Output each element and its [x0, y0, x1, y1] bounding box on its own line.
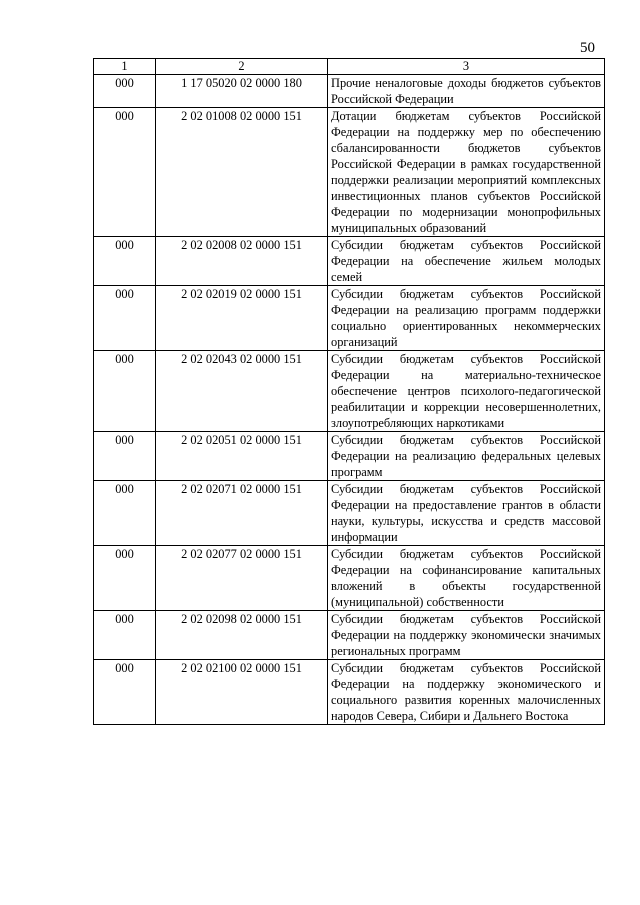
- budget-code-cell: 2 02 02043 02 0000 151: [156, 351, 328, 432]
- column-header-2: 2: [156, 59, 328, 75]
- admin-code-cell: 000: [94, 108, 156, 237]
- table-row: [94, 286, 605, 351]
- budget-code-cell: 2 02 02098 02 0000 151: [156, 611, 328, 660]
- column-header-3: 3: [328, 59, 605, 75]
- description-cell: Субсидии бюджетам субъектов Российской Федерации на материально-техническое обеспечение центров психолого-педагогической реабилитации и коррекции несовершеннолетних, злоупотребляющих наркотиками: [328, 351, 605, 432]
- admin-code-cell: 000: [94, 75, 156, 108]
- table-header-row: [94, 59, 605, 75]
- description-cell: Субсидии бюджетам субъектов Российской Федерации на реализацию программ поддержки социально ориентированных некоммерческих организаций: [328, 286, 605, 351]
- description-cell: Субсидии бюджетам субъектов Российской Федерации на предоставление грантов в области науки, культуры, искусства и средств массовой информации: [328, 481, 605, 546]
- budget-code-cell: 2 02 02071 02 0000 151: [156, 481, 328, 546]
- table-row: [94, 351, 605, 432]
- budget-code-cell: 2 02 02100 02 0000 151: [156, 660, 328, 725]
- table-row: [94, 660, 605, 725]
- admin-code-cell: 000: [94, 611, 156, 660]
- description-cell: Субсидии бюджетам субъектов Российской Федерации на обеспечение жильем молодых семей: [328, 237, 605, 286]
- budget-code-cell: 2 02 01008 02 0000 151: [156, 108, 328, 237]
- table-row: [94, 237, 605, 286]
- budget-code-cell: 1 17 05020 02 0000 180: [156, 75, 328, 108]
- description-cell: Субсидии бюджетам субъектов Российской Федерации на поддержку экономического и социального развития коренных малочисленных народов Севера, Сибири и Дальнего Востока: [328, 660, 605, 725]
- table-row: [94, 75, 605, 108]
- admin-code-cell: 000: [94, 351, 156, 432]
- table-row: [94, 481, 605, 546]
- table-row: [94, 108, 605, 237]
- budget-code-cell: 2 02 02019 02 0000 151: [156, 286, 328, 351]
- description-cell: Прочие неналоговые доходы бюджетов субъектов Российской Федерации: [328, 75, 605, 108]
- budget-code-cell: 2 02 02051 02 0000 151: [156, 432, 328, 481]
- admin-code-cell: 000: [94, 432, 156, 481]
- description-cell: Дотации бюджетам субъектов Российской Федерации на поддержку мер по обеспечению сбалансированности бюджетов субъектов Российской Федерации в рамках государственной поддержки реализации мероприятий комплексных инвестиционных планов субъектов Российской Федерации по модернизации монопрофильных муниципальных образований: [328, 108, 605, 237]
- table-row: [94, 611, 605, 660]
- admin-code-cell: 000: [94, 660, 156, 725]
- description-cell: Субсидии бюджетам субъектов Российской Федерации на поддержку экономически значимых региональных программ: [328, 611, 605, 660]
- admin-code-cell: 000: [94, 546, 156, 611]
- budget-revenue-table: [93, 58, 605, 725]
- column-header-1: 1: [94, 59, 156, 75]
- budget-code-cell: 2 02 02008 02 0000 151: [156, 237, 328, 286]
- admin-code-cell: 000: [94, 237, 156, 286]
- admin-code-cell: 000: [94, 481, 156, 546]
- page-number: 50: [580, 40, 595, 56]
- table-row: [94, 432, 605, 481]
- budget-code-cell: 2 02 02077 02 0000 151: [156, 546, 328, 611]
- description-cell: Субсидии бюджетам субъектов Российской Федерации на софинансирование капитальных вложений в объекты государственной (муниципальной) собственности: [328, 546, 605, 611]
- table-row: [94, 546, 605, 611]
- admin-code-cell: 000: [94, 286, 156, 351]
- description-cell: Субсидии бюджетам субъектов Российской Федерации на реализацию федеральных целевых программ: [328, 432, 605, 481]
